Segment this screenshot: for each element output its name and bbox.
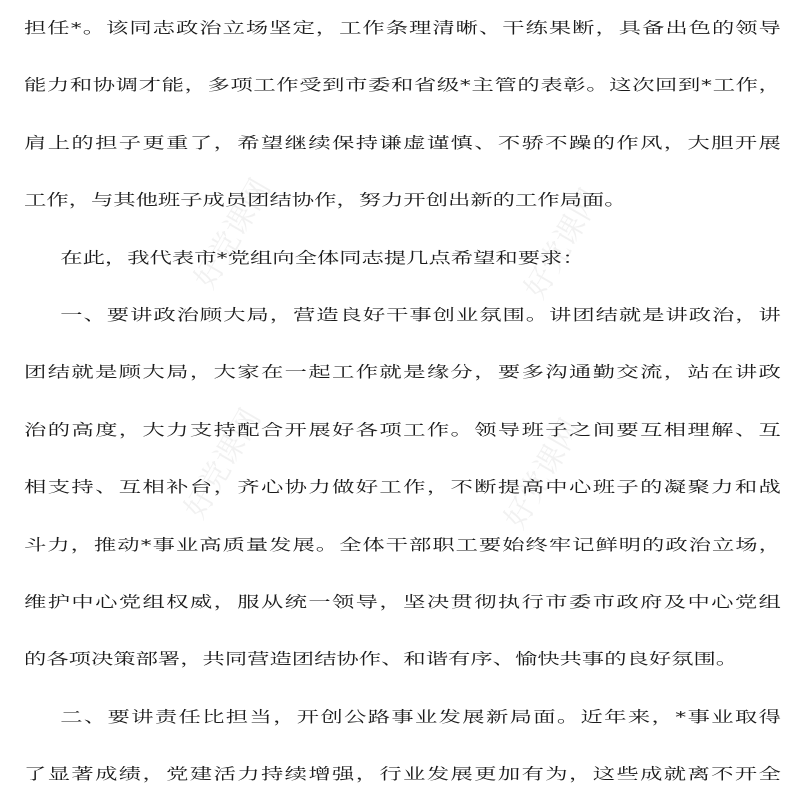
text-line: 工作，与其他班子成员团结协作，努力开创出新的工作局面。 (24, 191, 627, 210)
text-line: 维护中心党组权威，服从统一领导，坚决贯彻执行市委市政府及中心党组 (24, 592, 781, 611)
text-line: 了显著成绩，党建活力持续增强，行业发展更加有为，这些成就离不开全 (24, 765, 781, 784)
text-line: 斗力，推动*事业高质量发展。全体干部职工要始终牢记鲜明的政治立场， (24, 535, 781, 554)
watermark: 好党课网 (187, 173, 279, 295)
text-line: 担任*。该同志政治立场坚定，工作条理清晰、干练果断，具备出色的领导 (24, 19, 781, 37)
text-line: 肩上的担子更重了，希望继续保持谦虚谨慎、不骄不躁的作风，大胆开展 (24, 133, 781, 152)
text-line: 二、要讲责任比担当，开创公路事业发展新局面。近年来，*事业取得 (60, 707, 781, 726)
document-body (24, 0, 781, 803)
text-line: 能力和协调才能，多项工作受到市委和省级*主管的表彰。这次回到*工作， (24, 76, 781, 95)
watermark: 好党课网 (497, 413, 589, 535)
text-line: 相支持、互相补台，齐心协力做好工作，不断提高中心班子的凝聚力和战 (24, 478, 781, 497)
text-line: 团结就是顾大局，大家在一起工作就是缘分，要多沟通勤交流，站在讲政 (24, 363, 781, 382)
watermark: 好党课网 (177, 403, 269, 525)
text-line: 一、要讲政治顾大局，营造良好干事创业氛围。讲团结就是讲政治，讲 (60, 305, 781, 324)
text-line: 治的高度，大力支持配合开展好各项工作。领导班子之间要互相理解、互 (24, 420, 781, 439)
text-line: 的各项决策部署，共同营造团结协作、和谐有序、愉快共事的良好氛围。 (24, 650, 739, 669)
watermark: 好党课网 (517, 183, 609, 305)
text-line: 在此，我代表市*党组向全体同志提几点希望和要求： (60, 248, 585, 267)
